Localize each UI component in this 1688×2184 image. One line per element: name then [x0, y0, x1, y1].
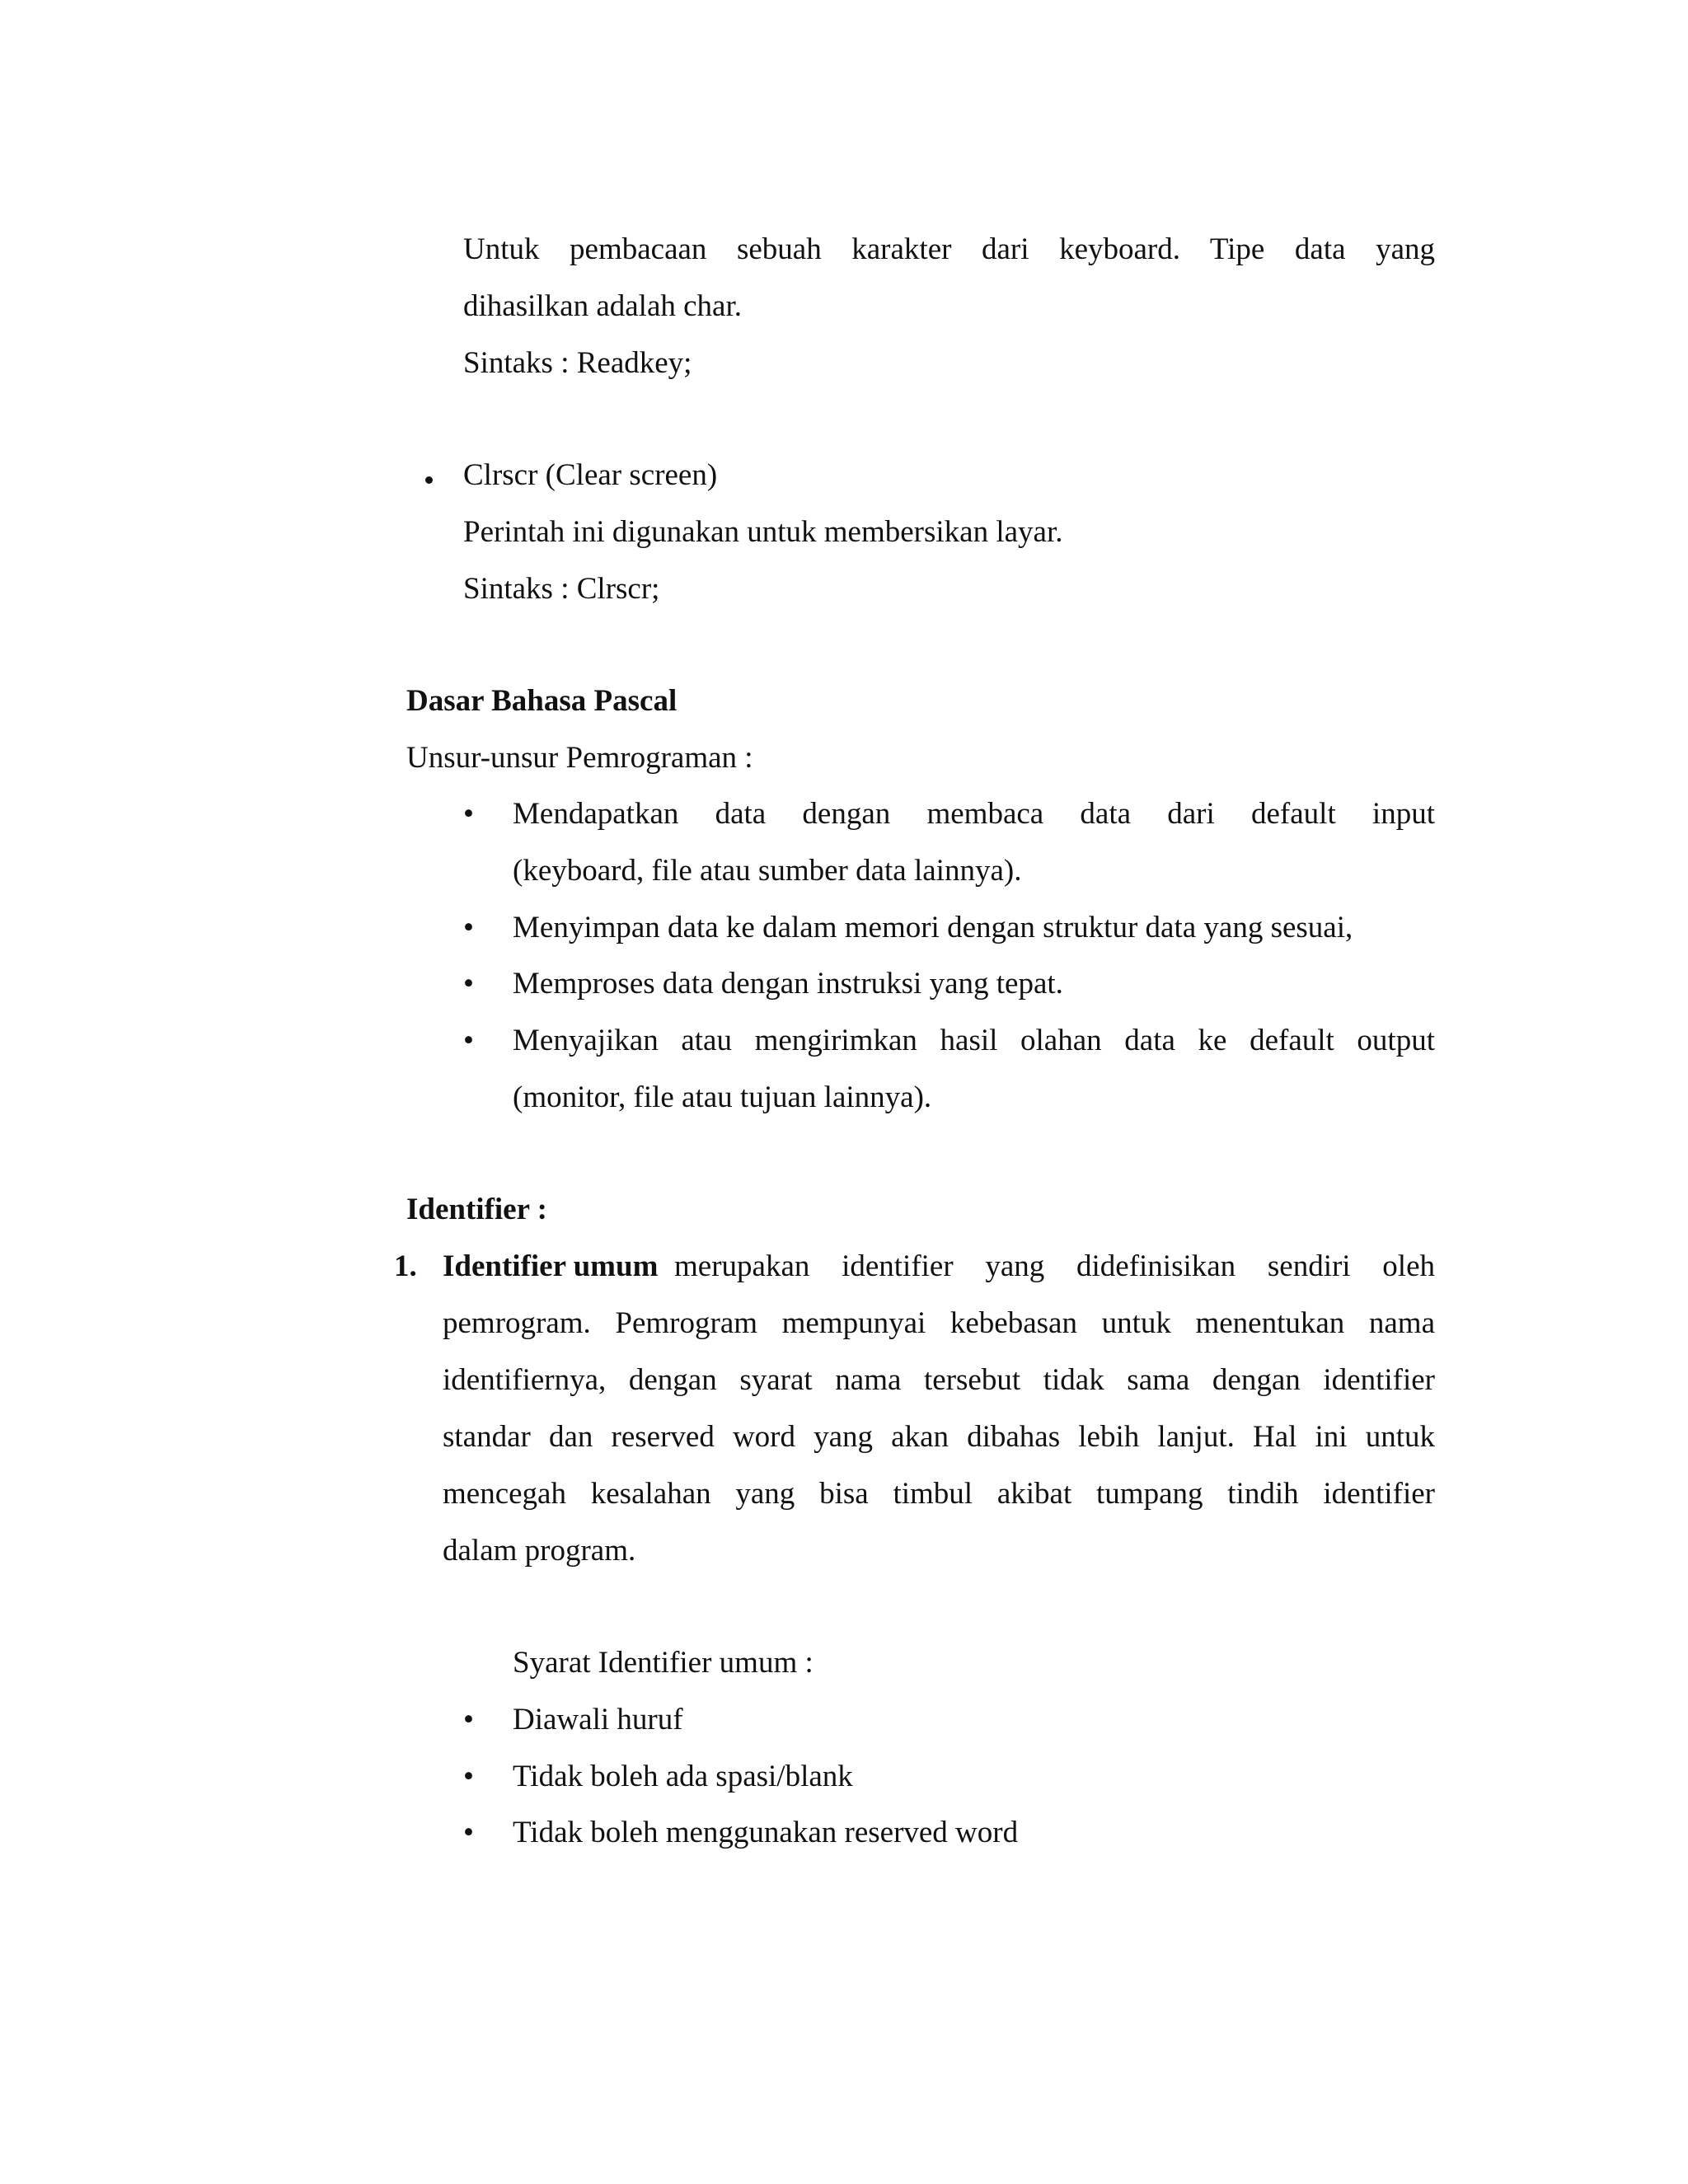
readkey-description-line-2: dihasilkan adalah char.	[463, 289, 743, 323]
clrscr-syntax: Sintaks : Clrscr;	[463, 572, 660, 606]
clrscr-bullet-icon	[425, 476, 433, 484]
identifier-term: Identifier umum	[443, 1249, 659, 1283]
identifier-paragraph-line-6: dalam program.	[443, 1534, 636, 1568]
identifier-paragraph-line-3: identifiernya, dengan syarat nama tersebut tidak sama dengan identifier	[443, 1363, 1435, 1397]
syarat-item-2: Tidak boleh ada spasi/blank	[513, 1760, 853, 1793]
identifier-item-number: 1.	[394, 1249, 417, 1283]
syarat-item-3: Tidak boleh menggunakan reserved word	[513, 1816, 1019, 1849]
syarat-title: Syarat Identifier umum :	[513, 1646, 814, 1680]
dasar-bullet-1-icon: •	[463, 797, 474, 831]
clrscr-title: Clrscr (Clear screen)	[463, 458, 718, 492]
syarat-item-1: Diawali huruf	[513, 1703, 683, 1736]
syarat-bullet-3-icon: •	[463, 1816, 474, 1849]
dasar-bullet-4-icon: •	[463, 1024, 474, 1057]
identifier-heading: Identifier :	[406, 1193, 547, 1226]
dasar-item-4-line-1: Menyajikan atau mengirimkan hasil olahan data ke default output	[513, 1024, 1435, 1057]
dasar-item-1-line-1: Mendapatkan data dengan membaca data dari default input	[513, 797, 1435, 831]
clrscr-description: Perintah ini digunakan untuk membersikan layar.	[463, 515, 1063, 549]
readkey-syntax: Sintaks : Readkey;	[463, 346, 692, 380]
dasar-bullet-2-icon: •	[463, 911, 474, 944]
identifier-paragraph-line-5: mencegah kesalahan yang bisa timbul akibat tumpang tindih identifier	[443, 1477, 1435, 1511]
dasar-item-4-line-2: (monitor, file atau tujuan lainnya).	[513, 1080, 932, 1114]
dasar-heading: Dasar Bahasa Pascal	[406, 684, 678, 718]
dasar-item-3: Memproses data dengan instruksi yang tepat.	[513, 967, 1063, 1001]
identifier-paragraph-line-4: standar dan reserved word yang akan dibahas lebih lanjut. Hal ini untuk	[443, 1420, 1435, 1454]
dasar-bullet-3-icon: •	[463, 967, 474, 1001]
syarat-bullet-1-icon: •	[463, 1703, 474, 1736]
dasar-item-2: Menyimpan data ke dalam memori dengan struktur data yang sesuai,	[513, 911, 1353, 944]
syarat-bullet-2-icon: •	[463, 1760, 474, 1793]
identifier-paragraph-line-2: pemrogram. Pemrogram mempunyai kebebasan untuk menentukan nama	[443, 1306, 1435, 1340]
identifier-paragraph-line-1: merupakan identifier yang didefinisikan sendiri oleh	[674, 1249, 1435, 1283]
readkey-description-line-1: Untuk pembacaan sebuah karakter dari keyboard. Tipe data yang	[463, 232, 1435, 266]
dasar-item-1-line-2: (keyboard, file atau sumber data lainnya).	[513, 854, 1022, 888]
dasar-intro: Unsur-unsur Pemrograman :	[406, 741, 753, 775]
